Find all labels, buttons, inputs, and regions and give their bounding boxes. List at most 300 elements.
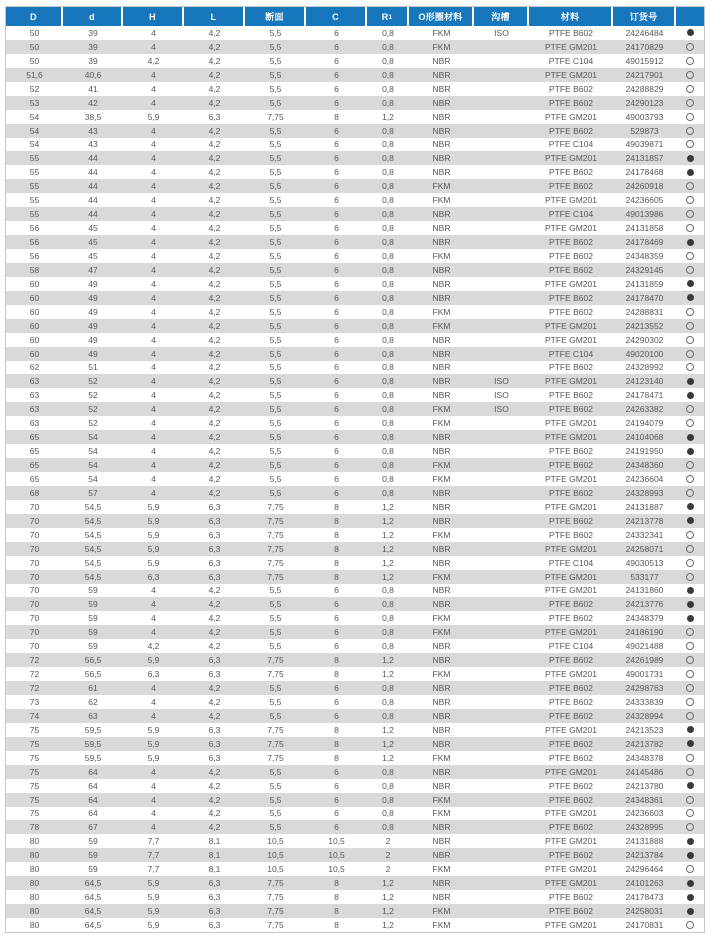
table-cell bbox=[474, 124, 529, 138]
table-cell: 38,5 bbox=[84, 111, 102, 122]
availability-filled-icon bbox=[687, 29, 694, 36]
table-cell: 5,9 bbox=[147, 515, 160, 526]
table-cell: 5,9 bbox=[147, 655, 160, 666]
table-cell: 7,7 bbox=[147, 850, 160, 861]
availability-cell bbox=[676, 221, 704, 235]
column-header-section: 断面 bbox=[245, 7, 306, 26]
table-cell bbox=[474, 528, 529, 542]
table-cell: 7,75 bbox=[267, 669, 284, 680]
table-cell bbox=[474, 556, 529, 570]
availability-cell bbox=[676, 556, 704, 570]
table-cell: 60 bbox=[29, 348, 40, 359]
table-cell: 70 bbox=[29, 571, 40, 582]
table-cell: 5,5 bbox=[269, 418, 282, 429]
table-cell: 6,3 bbox=[208, 529, 221, 540]
table-cell: 24213784 bbox=[625, 850, 664, 861]
table-cell: PTFE B602 bbox=[549, 850, 593, 861]
table-cell: 56 bbox=[29, 250, 40, 261]
table-cell: 4 bbox=[151, 83, 156, 94]
table-cell: 5,5 bbox=[269, 348, 282, 359]
table-cell: 1,2 bbox=[382, 655, 394, 666]
table-cell: PTFE C104 bbox=[548, 55, 594, 66]
table-header-row bbox=[6, 7, 704, 26]
table-cell: 6 bbox=[334, 460, 339, 471]
table-cell bbox=[474, 486, 529, 500]
table-cell: 4 bbox=[151, 153, 156, 164]
table-cell: PTFE GM201 bbox=[545, 320, 597, 331]
table-cell: 54,5 bbox=[84, 557, 102, 568]
table-cell: 54 bbox=[29, 125, 40, 136]
table-cell: 2 bbox=[385, 864, 391, 875]
table-cell: 24170831 bbox=[625, 919, 664, 930]
table-cell: 6 bbox=[334, 320, 339, 331]
column-header-H: H bbox=[123, 7, 184, 26]
table-cell: 78 bbox=[29, 822, 40, 833]
table-cell: 4 bbox=[151, 97, 156, 108]
table-cell: 8 bbox=[334, 557, 339, 568]
table-cell: 4,2 bbox=[208, 376, 221, 387]
table-cell: 43 bbox=[88, 139, 98, 150]
table-cell: 58 bbox=[29, 264, 40, 275]
column-header-R1: R 1 bbox=[367, 7, 409, 26]
table-cell: 64 bbox=[88, 766, 98, 777]
table-cell bbox=[474, 291, 529, 305]
table-cell: 0,8 bbox=[382, 808, 394, 819]
table-cell: 72 bbox=[29, 655, 40, 666]
table-cell: 64 bbox=[88, 808, 98, 819]
table-cell: 5,9 bbox=[147, 906, 160, 917]
table-cell: 6 bbox=[334, 710, 339, 721]
table-cell: PTFE C104 bbox=[548, 348, 594, 359]
table-cell: 44 bbox=[88, 209, 98, 220]
table-row bbox=[6, 737, 704, 751]
table-cell: 39 bbox=[88, 27, 98, 38]
table-row bbox=[6, 54, 704, 68]
table-cell: 4,2 bbox=[208, 348, 221, 359]
table-cell: 4,2 bbox=[208, 641, 221, 652]
availability-cell bbox=[676, 834, 704, 848]
table-cell: 24329145 bbox=[625, 264, 664, 275]
table-cell: PTFE GM201 bbox=[545, 585, 597, 596]
table-cell: 8 bbox=[334, 724, 339, 735]
table-row bbox=[6, 862, 704, 876]
table-cell: 70 bbox=[29, 543, 40, 554]
table-cell: PTFE B602 bbox=[549, 446, 593, 457]
table-cell: 5,9 bbox=[147, 724, 160, 735]
table-cell: 1,2 bbox=[382, 892, 394, 903]
table-cell: FKM bbox=[432, 27, 451, 38]
table-cell: 63 bbox=[29, 376, 40, 387]
table-cell: PTFE B602 bbox=[549, 892, 593, 903]
table-cell: NBR bbox=[432, 167, 451, 178]
table-cell: 6 bbox=[334, 69, 339, 80]
table-cell: 4,2 bbox=[208, 320, 221, 331]
availability-filled-icon bbox=[687, 782, 694, 789]
table-cell: NBR bbox=[432, 264, 451, 275]
table-cell bbox=[474, 54, 529, 68]
table-cell: 0,8 bbox=[382, 404, 394, 415]
table-cell: NBR bbox=[432, 209, 451, 220]
table-cell: FKM bbox=[432, 571, 451, 582]
table-cell: 6 bbox=[334, 264, 339, 275]
availability-filled-icon bbox=[687, 517, 694, 524]
table-cell: 4,2 bbox=[208, 334, 221, 345]
table-cell: 70 bbox=[29, 627, 40, 638]
table-cell: 4,2 bbox=[208, 167, 221, 178]
table-cell: 4 bbox=[151, 320, 156, 331]
table-cell: PTFE B602 bbox=[549, 655, 593, 666]
availability-cell bbox=[676, 890, 704, 904]
table-cell: 4,2 bbox=[208, 599, 221, 610]
table-cell: 6 bbox=[334, 432, 339, 443]
table-cell: 1,2 bbox=[382, 571, 394, 582]
table-cell: 6 bbox=[334, 780, 339, 791]
table-cell: 6 bbox=[334, 794, 339, 805]
table-cell: 24260918 bbox=[625, 181, 664, 192]
table-cell: 6,3 bbox=[208, 906, 221, 917]
table-cell: 59 bbox=[88, 864, 98, 875]
table-cell: 1,2 bbox=[382, 529, 394, 540]
table-cell: 73 bbox=[29, 696, 40, 707]
table-cell bbox=[474, 263, 529, 277]
table-cell: 4 bbox=[151, 139, 156, 150]
table-cell: 24217901 bbox=[625, 69, 664, 80]
table-cell: ISO bbox=[494, 404, 509, 415]
table-cell: 24178470 bbox=[625, 292, 664, 303]
table-cell: 8 bbox=[334, 501, 339, 512]
availability-cell bbox=[676, 765, 704, 779]
table-row bbox=[6, 361, 704, 375]
table-cell: 6 bbox=[334, 209, 339, 220]
table-cell: 60 bbox=[29, 320, 40, 331]
table-cell: 1,2 bbox=[382, 501, 394, 512]
table-cell: 24332341 bbox=[625, 529, 664, 540]
table-cell bbox=[474, 361, 529, 375]
table-cell: 4 bbox=[151, 195, 156, 206]
table-cell: 8 bbox=[334, 529, 339, 540]
table-cell: 1,2 bbox=[382, 752, 394, 763]
table-cell: PTFE B602 bbox=[549, 752, 593, 763]
table-cell bbox=[474, 319, 529, 333]
table-cell: 6 bbox=[334, 83, 339, 94]
table-cell: 4 bbox=[151, 487, 156, 498]
table-cell: 4,2 bbox=[208, 627, 221, 638]
table-cell: 5,5 bbox=[269, 125, 282, 136]
availability-cell bbox=[676, 639, 704, 653]
table-cell bbox=[474, 904, 529, 918]
table-cell: 4 bbox=[151, 223, 156, 234]
table-cell: 4 bbox=[151, 585, 156, 596]
table-cell: 24288831 bbox=[625, 306, 664, 317]
table-cell: 4 bbox=[151, 348, 156, 359]
table-cell: 4 bbox=[151, 794, 156, 805]
table-row bbox=[6, 890, 704, 904]
table-cell: PTFE B602 bbox=[549, 515, 593, 526]
table-cell bbox=[474, 193, 529, 207]
table-cell: 6 bbox=[334, 306, 339, 317]
table-cell: 6 bbox=[334, 808, 339, 819]
table-cell: 0,8 bbox=[382, 710, 394, 721]
table-cell: 54 bbox=[29, 111, 40, 122]
availability-empty-icon bbox=[686, 559, 694, 567]
availability-cell bbox=[676, 291, 704, 305]
table-cell: FKM bbox=[432, 473, 451, 484]
table-cell: 2 bbox=[385, 850, 391, 861]
table-cell: 5,5 bbox=[269, 334, 282, 345]
table-cell: 6 bbox=[334, 585, 339, 596]
table-cell: PTFE B602 bbox=[549, 738, 593, 749]
table-cell: 49 bbox=[88, 320, 98, 331]
availability-cell bbox=[676, 500, 704, 514]
table-cell: 4 bbox=[151, 69, 156, 80]
table-row bbox=[6, 430, 704, 444]
table-cell: 5,5 bbox=[269, 808, 282, 819]
table-cell: 63 bbox=[29, 404, 40, 415]
table-cell: 4 bbox=[151, 613, 156, 624]
table-cell: 0,8 bbox=[382, 195, 394, 206]
table-cell bbox=[474, 305, 529, 319]
table-cell: NBR bbox=[432, 334, 451, 345]
column-header-L: L bbox=[184, 7, 245, 26]
table-cell: FKM bbox=[432, 906, 451, 917]
availability-empty-icon bbox=[686, 210, 694, 218]
availability-cell bbox=[676, 207, 704, 221]
table-cell: 0,8 bbox=[382, 83, 394, 94]
table-cell bbox=[474, 207, 529, 221]
table-cell: 0,8 bbox=[382, 55, 394, 66]
table-cell: NBR bbox=[432, 487, 451, 498]
table-cell bbox=[474, 472, 529, 486]
table-cell: 63 bbox=[29, 418, 40, 429]
table-cell: 4 bbox=[151, 446, 156, 457]
table-row bbox=[6, 68, 704, 82]
availability-cell bbox=[676, 862, 704, 876]
availability-cell bbox=[676, 179, 704, 193]
availability-filled-icon bbox=[687, 740, 694, 747]
table-cell: NBR bbox=[432, 501, 451, 512]
availability-cell bbox=[676, 40, 704, 54]
table-row bbox=[6, 904, 704, 918]
table-cell: 6 bbox=[334, 446, 339, 457]
table-cell: 60 bbox=[29, 292, 40, 303]
availability-cell bbox=[676, 751, 704, 765]
table-cell: 4 bbox=[151, 376, 156, 387]
table-row bbox=[6, 500, 704, 514]
table-cell: 54,5 bbox=[84, 529, 102, 540]
table-cell: 6,3 bbox=[208, 571, 221, 582]
availability-empty-icon bbox=[686, 113, 694, 121]
table-cell: 72 bbox=[29, 683, 40, 694]
table-cell: 75 bbox=[29, 766, 40, 777]
table-cell: PTFE GM201 bbox=[545, 223, 597, 234]
table-row bbox=[6, 514, 704, 528]
availability-filled-icon bbox=[687, 448, 694, 455]
table-cell: FKM bbox=[432, 613, 451, 624]
table-cell: 0,8 bbox=[382, 432, 394, 443]
table-cell: 4 bbox=[151, 167, 156, 178]
availability-cell bbox=[676, 918, 704, 932]
table-cell: 6 bbox=[334, 223, 339, 234]
table-cell bbox=[474, 500, 529, 514]
availability-empty-icon bbox=[686, 823, 694, 831]
table-cell: 4,2 bbox=[208, 83, 221, 94]
table-row bbox=[6, 207, 704, 221]
table-cell: 6 bbox=[334, 292, 339, 303]
table-cell: 2 bbox=[385, 836, 391, 847]
table-cell bbox=[474, 138, 529, 152]
table-cell: 52 bbox=[88, 376, 98, 387]
table-cell: 60 bbox=[29, 334, 40, 345]
table-cell: 4,2 bbox=[208, 97, 221, 108]
table-cell: 45 bbox=[88, 223, 98, 234]
table-cell: 59 bbox=[88, 641, 98, 652]
table-cell: 60 bbox=[29, 278, 40, 289]
table-cell bbox=[474, 151, 529, 165]
table-cell: 8 bbox=[334, 655, 339, 666]
table-cell: NBR bbox=[432, 125, 451, 136]
table-cell: NBR bbox=[432, 724, 451, 735]
table-cell: NBR bbox=[432, 515, 451, 526]
table-cell: 64,5 bbox=[84, 892, 102, 903]
table-cell: 44 bbox=[88, 153, 98, 164]
table-cell: PTFE B602 bbox=[549, 390, 593, 401]
table-cell: 6 bbox=[334, 55, 339, 66]
table-cell: PTFE B602 bbox=[549, 83, 593, 94]
table-cell: NBR bbox=[432, 139, 451, 150]
table-cell: 6 bbox=[334, 278, 339, 289]
table-row bbox=[6, 834, 704, 848]
table-cell: 10,5 bbox=[328, 864, 345, 875]
table-cell: PTFE GM201 bbox=[545, 376, 597, 387]
table-cell: NBR bbox=[432, 83, 451, 94]
table-cell: 4,2 bbox=[208, 125, 221, 136]
availability-cell bbox=[676, 653, 704, 667]
table-cell: 70 bbox=[29, 557, 40, 568]
table-cell: 59,5 bbox=[84, 724, 102, 735]
table-cell: PTFE C104 bbox=[548, 557, 594, 568]
table-row bbox=[6, 653, 704, 667]
table-cell: PTFE B602 bbox=[549, 97, 593, 108]
table-cell: PTFE GM201 bbox=[545, 432, 597, 443]
table-cell: 5,9 bbox=[147, 878, 160, 889]
table-cell: 24328993 bbox=[625, 487, 664, 498]
table-cell: 0,8 bbox=[382, 822, 394, 833]
table-cell: 6 bbox=[334, 348, 339, 359]
table-cell: 62 bbox=[88, 696, 98, 707]
table-cell: 0,8 bbox=[382, 599, 394, 610]
table-cell: 4,2 bbox=[208, 696, 221, 707]
availability-empty-icon bbox=[686, 419, 694, 427]
table-cell: 70 bbox=[29, 641, 40, 652]
availability-cell bbox=[676, 402, 704, 416]
table-cell: 24131859 bbox=[625, 278, 664, 289]
table-cell: 49 bbox=[88, 292, 98, 303]
table-cell bbox=[474, 709, 529, 723]
table-cell bbox=[474, 793, 529, 807]
table-cell: 4,2 bbox=[208, 585, 221, 596]
table-cell: PTFE B602 bbox=[549, 822, 593, 833]
table-cell: 51 bbox=[88, 362, 98, 373]
table-cell: 5,5 bbox=[269, 97, 282, 108]
table-cell: 1,2 bbox=[382, 111, 394, 122]
table-cell bbox=[474, 597, 529, 611]
availability-filled-icon bbox=[687, 587, 694, 594]
table-cell: 5,5 bbox=[269, 460, 282, 471]
table-cell: 24298763 bbox=[625, 683, 664, 694]
table-row bbox=[6, 918, 704, 932]
table-cell: 57 bbox=[88, 487, 98, 498]
table-cell: 0,8 bbox=[382, 167, 394, 178]
availability-empty-icon bbox=[686, 196, 694, 204]
table-row bbox=[6, 639, 704, 653]
table-cell bbox=[474, 723, 529, 737]
table-row bbox=[6, 486, 704, 500]
table-cell: 0,8 bbox=[382, 278, 394, 289]
availability-empty-icon bbox=[686, 754, 694, 762]
availability-filled-icon bbox=[687, 239, 694, 246]
table-cell: 10,5 bbox=[328, 836, 345, 847]
table-row bbox=[6, 667, 704, 681]
availability-empty-icon bbox=[686, 921, 694, 929]
table-cell: 52 bbox=[88, 390, 98, 401]
table-cell: 55 bbox=[29, 195, 40, 206]
table-cell bbox=[474, 249, 529, 263]
table-cell bbox=[474, 430, 529, 444]
table-cell: 5,5 bbox=[269, 139, 282, 150]
table-cell: 6 bbox=[334, 334, 339, 345]
table-cell: NBR bbox=[432, 850, 451, 861]
table-cell: NBR bbox=[432, 446, 451, 457]
table-cell: 24104068 bbox=[625, 432, 664, 443]
table-cell: 6 bbox=[334, 195, 339, 206]
table-row bbox=[6, 402, 704, 416]
table-cell: 65 bbox=[29, 460, 40, 471]
table-row bbox=[6, 40, 704, 54]
table-cell: 7,75 bbox=[267, 543, 284, 554]
table-cell: 4 bbox=[151, 250, 156, 261]
availability-empty-icon bbox=[686, 363, 694, 371]
table-cell bbox=[474, 514, 529, 528]
availability-cell bbox=[676, 681, 704, 695]
availability-empty-icon bbox=[686, 336, 694, 344]
table-cell bbox=[474, 584, 529, 598]
table-cell: 4,2 bbox=[208, 794, 221, 805]
table-cell: PTFE C104 bbox=[548, 139, 594, 150]
table-cell: NBR bbox=[432, 780, 451, 791]
table-cell: 6,3 bbox=[208, 501, 221, 512]
table-cell: 52 bbox=[88, 404, 98, 415]
table-cell: 8 bbox=[334, 669, 339, 680]
table-cell: 4 bbox=[151, 780, 156, 791]
table-cell: 7,75 bbox=[267, 724, 284, 735]
table-cell: 6,3 bbox=[208, 543, 221, 554]
table-cell: PTFE B602 bbox=[549, 237, 593, 248]
availability-cell bbox=[676, 597, 704, 611]
table-cell: 0,8 bbox=[382, 97, 394, 108]
table-cell: NBR bbox=[432, 878, 451, 889]
table-cell: 5,5 bbox=[269, 292, 282, 303]
table-cell: 0,8 bbox=[382, 780, 394, 791]
availability-cell bbox=[676, 249, 704, 263]
table-cell: 1,2 bbox=[382, 724, 394, 735]
table-cell: 0,8 bbox=[382, 139, 394, 150]
availability-filled-icon bbox=[687, 378, 694, 385]
table-row bbox=[6, 709, 704, 723]
table-cell: 24258071 bbox=[625, 543, 664, 554]
table-cell: 4 bbox=[151, 432, 156, 443]
table-cell: NBR bbox=[432, 696, 451, 707]
table-cell: 49 bbox=[88, 348, 98, 359]
